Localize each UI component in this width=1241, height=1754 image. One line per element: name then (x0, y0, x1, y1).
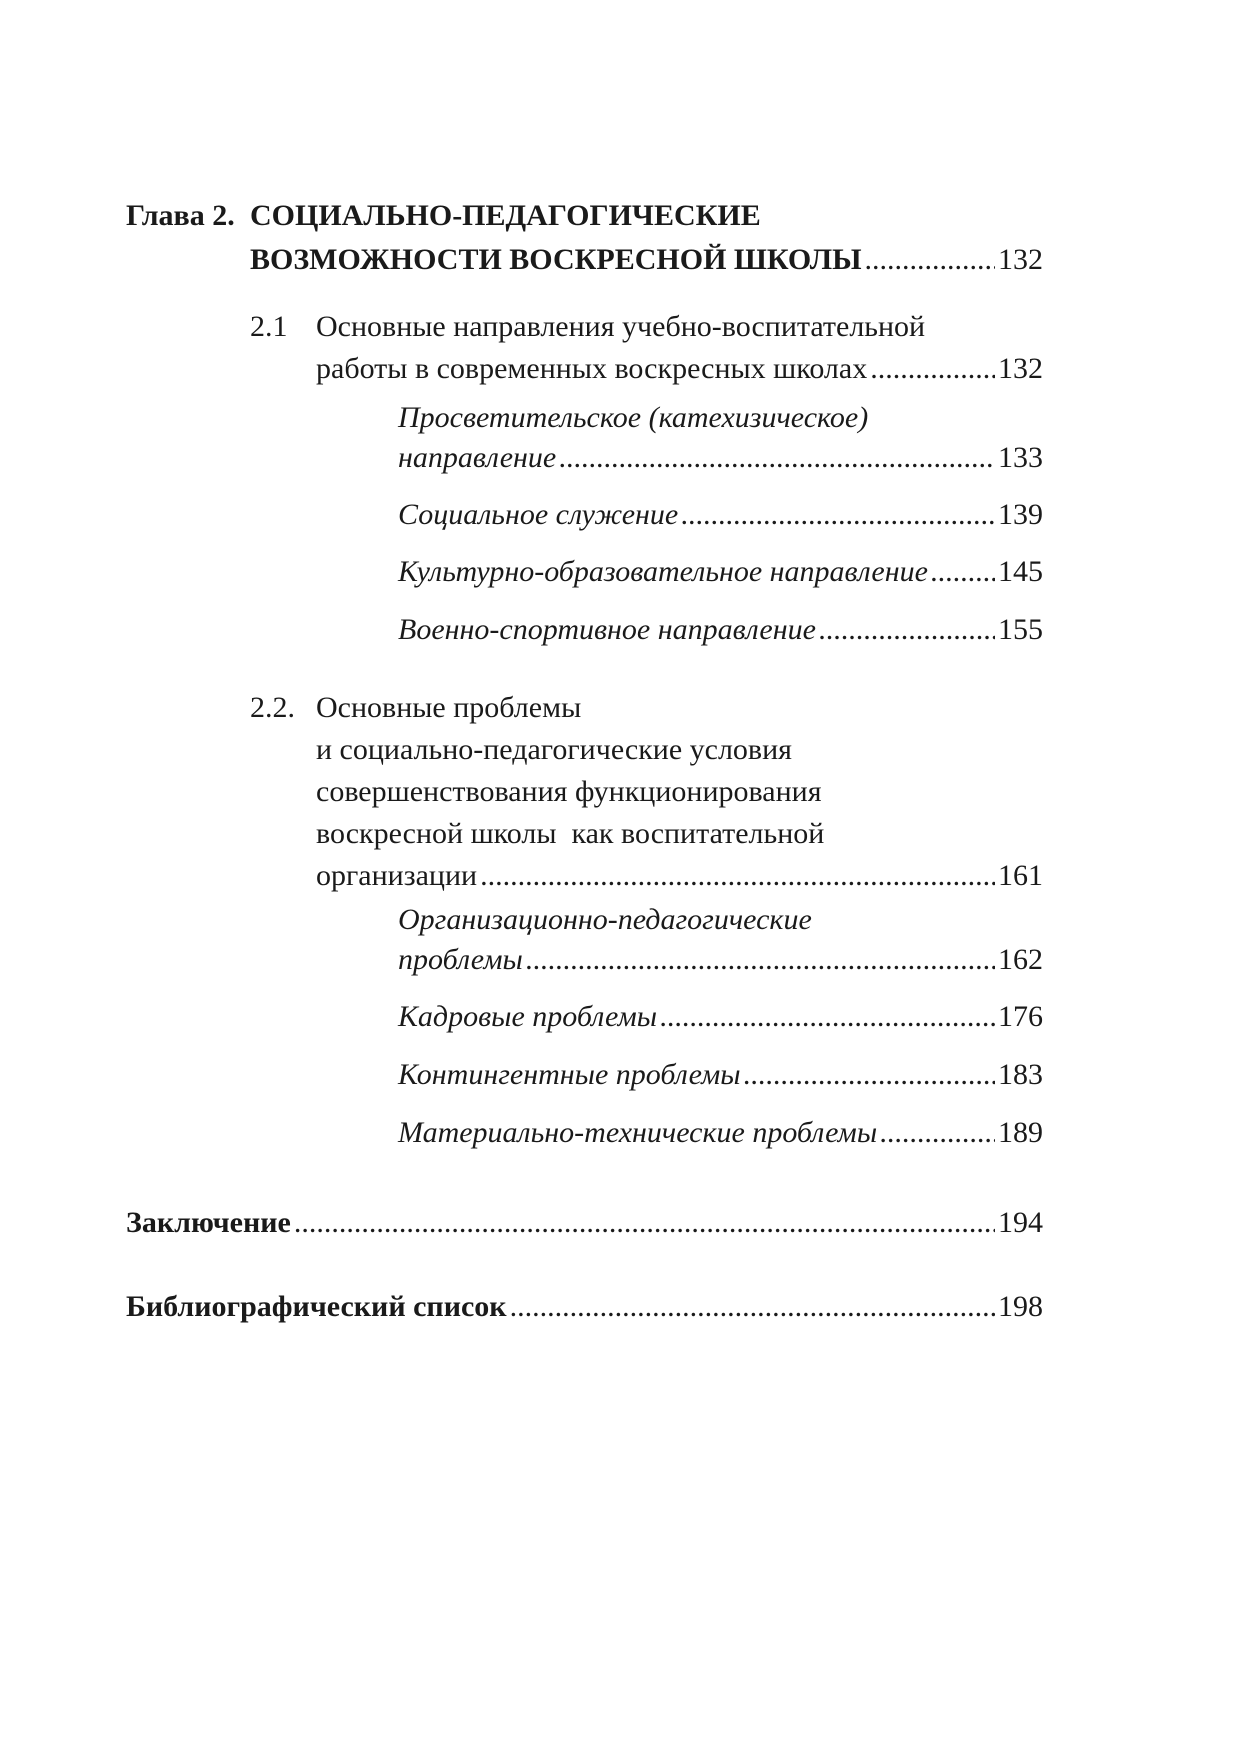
section-number: 2.2. (250, 691, 295, 724)
toc-entry-section-2-1[interactable] (316, 349, 1043, 389)
page-number: 155 (998, 613, 1043, 646)
section-title-line1: Основные проблемы (316, 691, 582, 724)
chapter-title-line2: ВОЗМОЖНОСТИ ВОСКРЕСНОЙ ШКОЛЫ (250, 243, 862, 276)
page-number: 132 (998, 243, 1043, 276)
section-title-line1: Основные направления учебно-воспитательной (316, 310, 926, 343)
toc-entry-subsection[interactable] (398, 495, 1043, 535)
page-number: 176 (998, 1000, 1043, 1033)
subsection-title: Контингентные проблемы (398, 1058, 741, 1091)
dot-leader (870, 349, 995, 389)
dot-leader (526, 940, 995, 980)
toc-entry-subsection[interactable] (398, 610, 1043, 650)
chapter-prefix: Глава 2. (126, 199, 235, 232)
section-number: 2.1 (250, 310, 288, 343)
chapter-title-line1: СОЦИАЛЬНО-ПЕДАГОГИЧЕСКИЕ (250, 199, 761, 232)
dot-leader (559, 438, 995, 478)
page-number: 194 (998, 1206, 1043, 1239)
conclusion-title: Заключение (126, 1206, 291, 1239)
dot-leader (480, 856, 995, 896)
bibliography-title: Библиографический список (126, 1290, 507, 1323)
subsection-title-line1: Организационно-педагогические (398, 903, 812, 936)
section-title-line3: совершенствования функционирования (316, 775, 822, 808)
dot-leader (660, 997, 995, 1037)
toc-entry-conclusion[interactable] (126, 1203, 1043, 1243)
dot-leader (880, 1113, 995, 1153)
dot-leader (865, 240, 995, 280)
toc-entry-subsection[interactable] (398, 997, 1043, 1037)
toc-entry-bibliography[interactable] (126, 1287, 1043, 1327)
dot-leader (510, 1287, 995, 1327)
page-number: 139 (998, 498, 1043, 531)
page-number: 198 (998, 1290, 1043, 1323)
dot-leader (819, 610, 995, 650)
section-title-line2: и социально-педагогические условия (316, 733, 792, 766)
toc-entry-subsection[interactable] (398, 940, 1043, 980)
toc-entry-subsection[interactable] (398, 438, 1043, 478)
subsection-title-line2: проблемы (398, 943, 523, 976)
section-title-line5: организации (316, 859, 478, 892)
section-title-line4: воскресной школы как воспитательной (316, 817, 825, 850)
subsection-title: Военно-спортивное направление (398, 613, 816, 646)
subsection-title: Социальное служение (398, 498, 679, 531)
subsection-title: Кадровые проблемы (398, 1000, 658, 1033)
dot-leader (744, 1055, 995, 1095)
page-number: 162 (998, 943, 1043, 976)
dot-leader (294, 1203, 995, 1243)
subsection-title: Культурно-образовательное направление (398, 555, 928, 588)
page-number: 189 (998, 1116, 1043, 1149)
page-number: 145 (998, 555, 1043, 588)
subsection-title-line2: направление (398, 441, 557, 474)
subsection-title-line1: Просветительское (катехизическое) (398, 401, 869, 434)
toc-entry-subsection[interactable] (398, 552, 1043, 592)
dot-leader (681, 495, 995, 535)
page-number: 132 (998, 352, 1043, 385)
toc-entry-subsection[interactable] (398, 1113, 1043, 1153)
dot-leader (931, 552, 995, 592)
section-title-line2: работы в современных воскресных школах (316, 352, 868, 385)
subsection-title: Материально-технические проблемы (398, 1116, 878, 1149)
page-number: 183 (998, 1058, 1043, 1091)
toc-entry-chapter[interactable] (250, 240, 1043, 280)
page-number: 161 (998, 859, 1043, 892)
toc-entry-section-2-2[interactable] (316, 856, 1043, 896)
page-number: 133 (998, 441, 1043, 474)
toc-entry-subsection[interactable] (398, 1055, 1043, 1095)
